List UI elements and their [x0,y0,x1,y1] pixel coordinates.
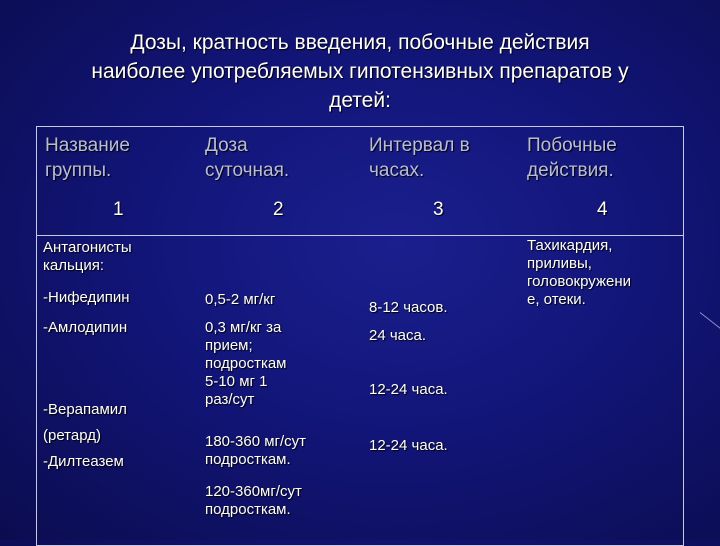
dose-amlodipine [205,319,287,409]
dose-verapamil-line1: 180-360 мг/сут [205,433,307,450]
dose-verapamil-line2: подросткам. [205,451,291,468]
side-effects-line1: Тахикардия, [527,237,613,254]
header-interval [369,133,470,183]
header-side-effects [527,133,617,183]
header-group [45,133,130,183]
group-name [43,239,132,275]
header-group-line2: группы. [45,160,112,181]
header-group-line1: Название [45,135,130,156]
dose-amlodipine-line2: прием; [205,337,253,354]
interval-nifedipine: 8-12 часов. [369,299,448,316]
interval-diltiazem: 12-24 часа. [369,437,448,454]
decorative-line [700,312,720,331]
interval-amlodipine: 24 часа. [369,327,427,344]
title-line-2: наиболее употребляемых гипотензивных препаратов у [91,60,629,83]
interval-verapamil: 12-24 часа. [369,381,448,398]
dose-amlodipine-line3: подросткам [205,355,287,372]
column-number-1: 1 [113,199,124,220]
drug-table [36,126,684,546]
side-effects-line4: е, отеки. [527,291,586,308]
drug-nifedipine: -Нифедипин [43,289,130,306]
drug-diltiazem: -Дилтеазем [43,453,124,470]
drug-verapamil: -Верапамил [43,401,127,418]
header-side-effects-line2: действия. [527,160,614,181]
header-side-effects-line1: Побочные [527,135,617,156]
header-divider [37,235,683,236]
group-name-line1: Антагонисты [43,239,132,256]
drug-verapamil-retard: (ретард) [43,427,101,444]
drug-amlodipine: -Амлодипин [43,319,128,336]
dose-verapamil [205,433,306,469]
side-effects-line3: головокружени [527,273,632,290]
side-effects-line2: приливы, [527,255,592,272]
dose-diltiazem-line2: подросткам. [205,501,291,518]
group-name-line2: кальция: [43,257,105,274]
dose-diltiazem [205,483,302,519]
dose-amlodipine-line4: 5-10 мг 1 [205,373,268,390]
dose-amlodipine-line1: 0,3 мг/кг за [205,319,282,336]
dose-nifedipine: 0,5-2 мг/кг [205,291,276,308]
header-dose-line2: суточная. [205,160,290,181]
column-number-2: 2 [273,199,284,220]
dose-amlodipine-line5: раз/сут [205,391,255,408]
column-number-4: 4 [597,199,608,220]
header-interval-line2: часах. [369,160,425,181]
title-line-3: детей: [329,89,391,112]
side-effects [527,237,631,309]
header-dose-line1: Доза [205,135,248,156]
dose-diltiazem-line1: 120-360мг/сут [205,483,302,500]
header-interval-line1: Интервал в [369,135,470,156]
column-number-3: 3 [433,199,444,220]
slide-title [40,28,680,115]
header-dose [205,133,289,183]
title-line-1: Дозы, кратность введения, побочные действия [130,31,590,54]
